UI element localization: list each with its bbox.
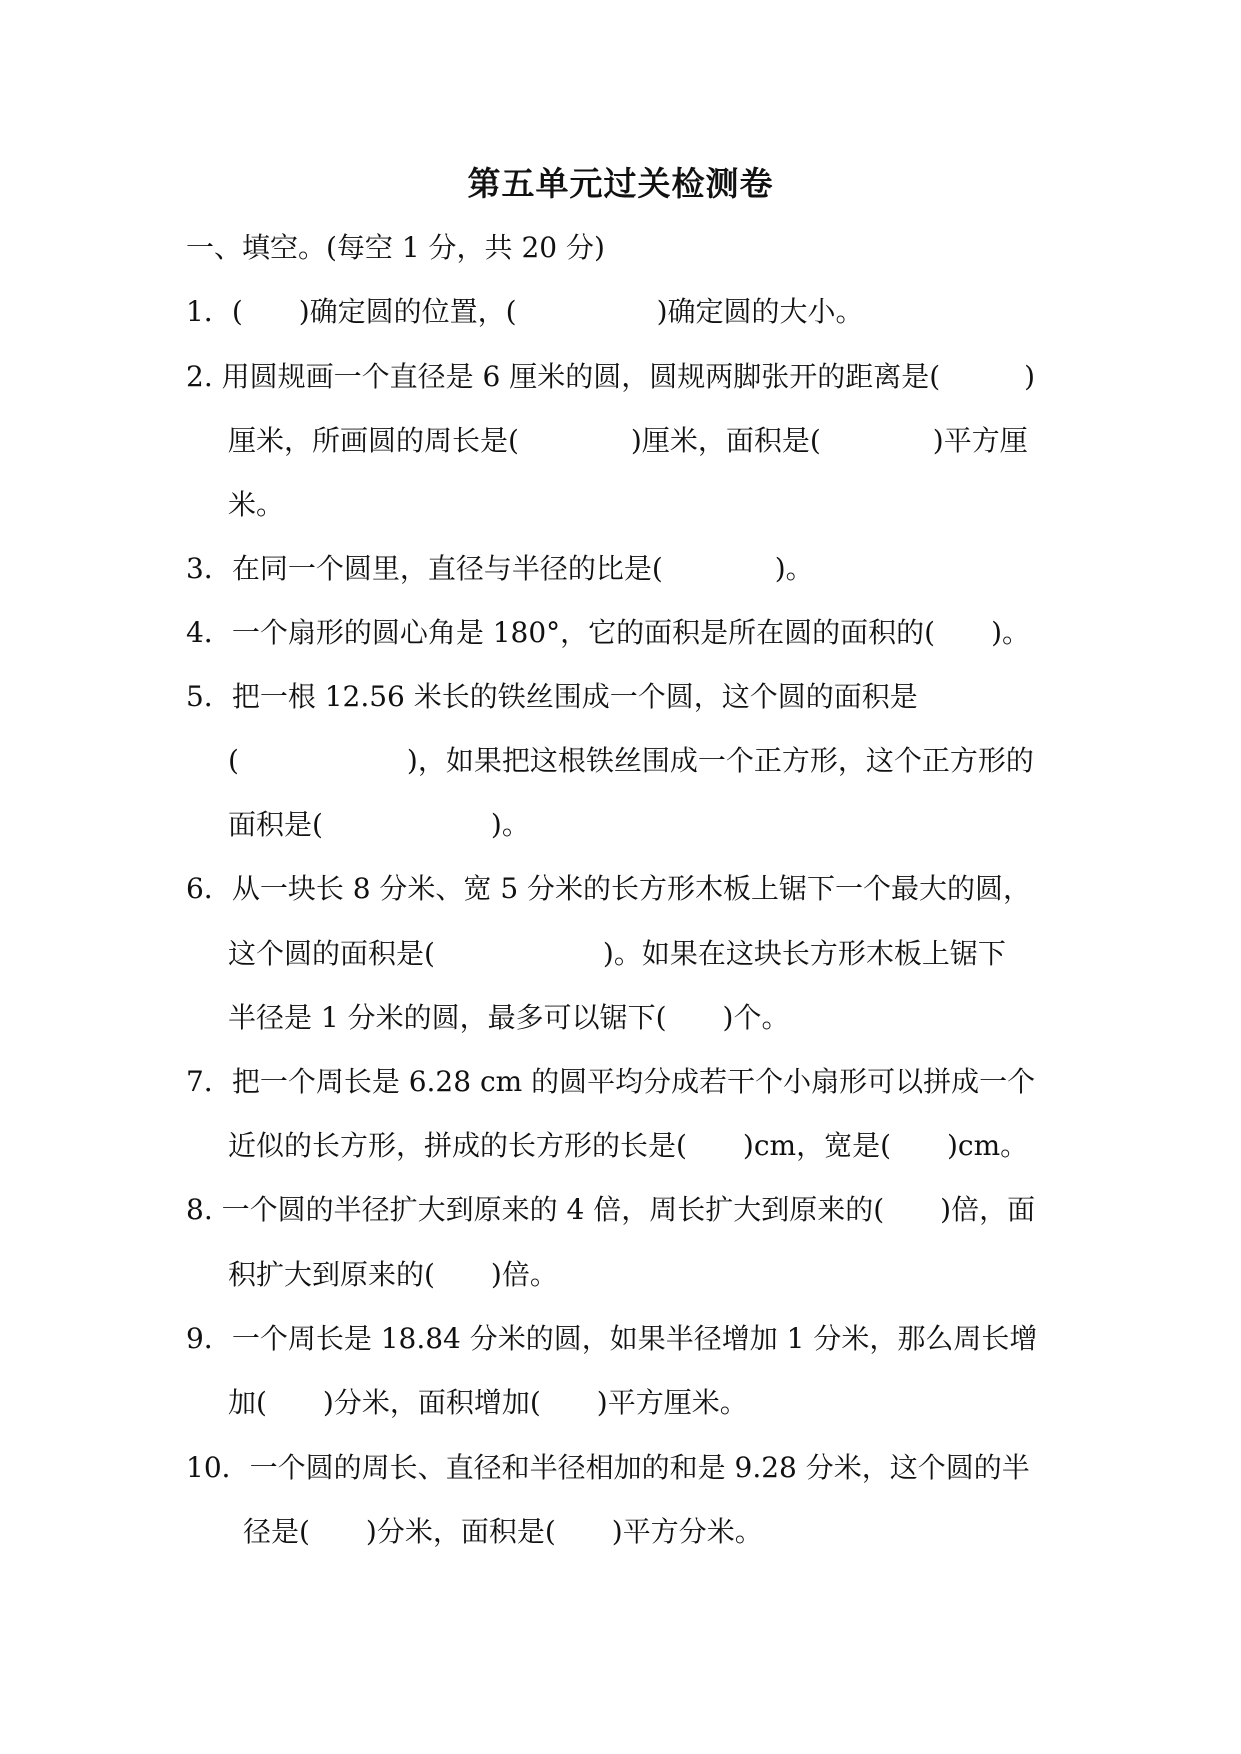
question-1-line-1: 1．( )确定圆的位置，( )确定圆的大小。 (186, 295, 864, 328)
question-9-line-2: 加( )分米，面积增加( )平方厘米。 (228, 1386, 748, 1419)
question-6-line-3: 半径是 1 分米的圆，最多可以锯下( )个。 (228, 1001, 790, 1034)
question-2-line-1: 2. 用圆规画一个直径是 6 厘米的圆，圆规两脚张开的距离是( ) (186, 360, 1036, 393)
question-9-line-1: 9．一个周长是 18.84 分米的圆，如果半径增加 1 分米，那么周长增 (186, 1322, 1038, 1355)
question-3-line-1: 3．在同一个圆里，直径与半径的比是( )。 (186, 552, 814, 585)
question-5-line-1: 5．把一根 12.56 米长的铁丝围成一个圆，这个圆的面积是 (186, 680, 918, 713)
section-heading: 一、填空。(每空 1 分，共 20 分) (186, 231, 605, 264)
question-5-line-3: 面积是( )。 (228, 808, 530, 841)
question-4-line-1: 4．一个扇形的圆心角是 180°，它的面积是所在圆的面积的( )。 (186, 616, 1031, 649)
question-10-line-1: 10．一个圆的周长、直径和半径相加的和是 9.28 分米，这个圆的半 (186, 1451, 1030, 1484)
question-8-line-1: 8. 一个圆的半径扩大到原来的 4 倍，周长扩大到原来的( )倍，面 (186, 1193, 1036, 1226)
question-7-line-1: 7．把一个周长是 6.28 cm 的圆平均分成若干个小扇形可以拼成一个 (186, 1065, 1036, 1098)
question-10-line-2: 径是( )分米，面积是( )平方分米。 (243, 1515, 763, 1548)
question-8-line-2: 积扩大到原来的( )倍。 (228, 1258, 558, 1291)
question-5-line-2: ( )，如果把这根铁丝围成一个正方形，这个正方形的 (228, 744, 1034, 777)
question-6-line-2: 这个圆的面积是( )。如果在这块长方形木板上锯下 (228, 937, 1006, 970)
page-title: 第五单元过关检测卷 (467, 164, 774, 203)
question-2-line-2: 厘米，所画圆的周长是( )厘米，面积是( )平方厘 (228, 424, 1028, 457)
question-2-line-3: 米。 (228, 488, 285, 521)
question-6-line-1: 6．从一块长 8 分米、宽 5 分米的长方形木板上锯下一个最大的圆， (186, 872, 1032, 905)
question-7-line-2: 近似的长方形，拼成的长方形的长是( )cm，宽是( )cm。 (228, 1129, 1029, 1162)
